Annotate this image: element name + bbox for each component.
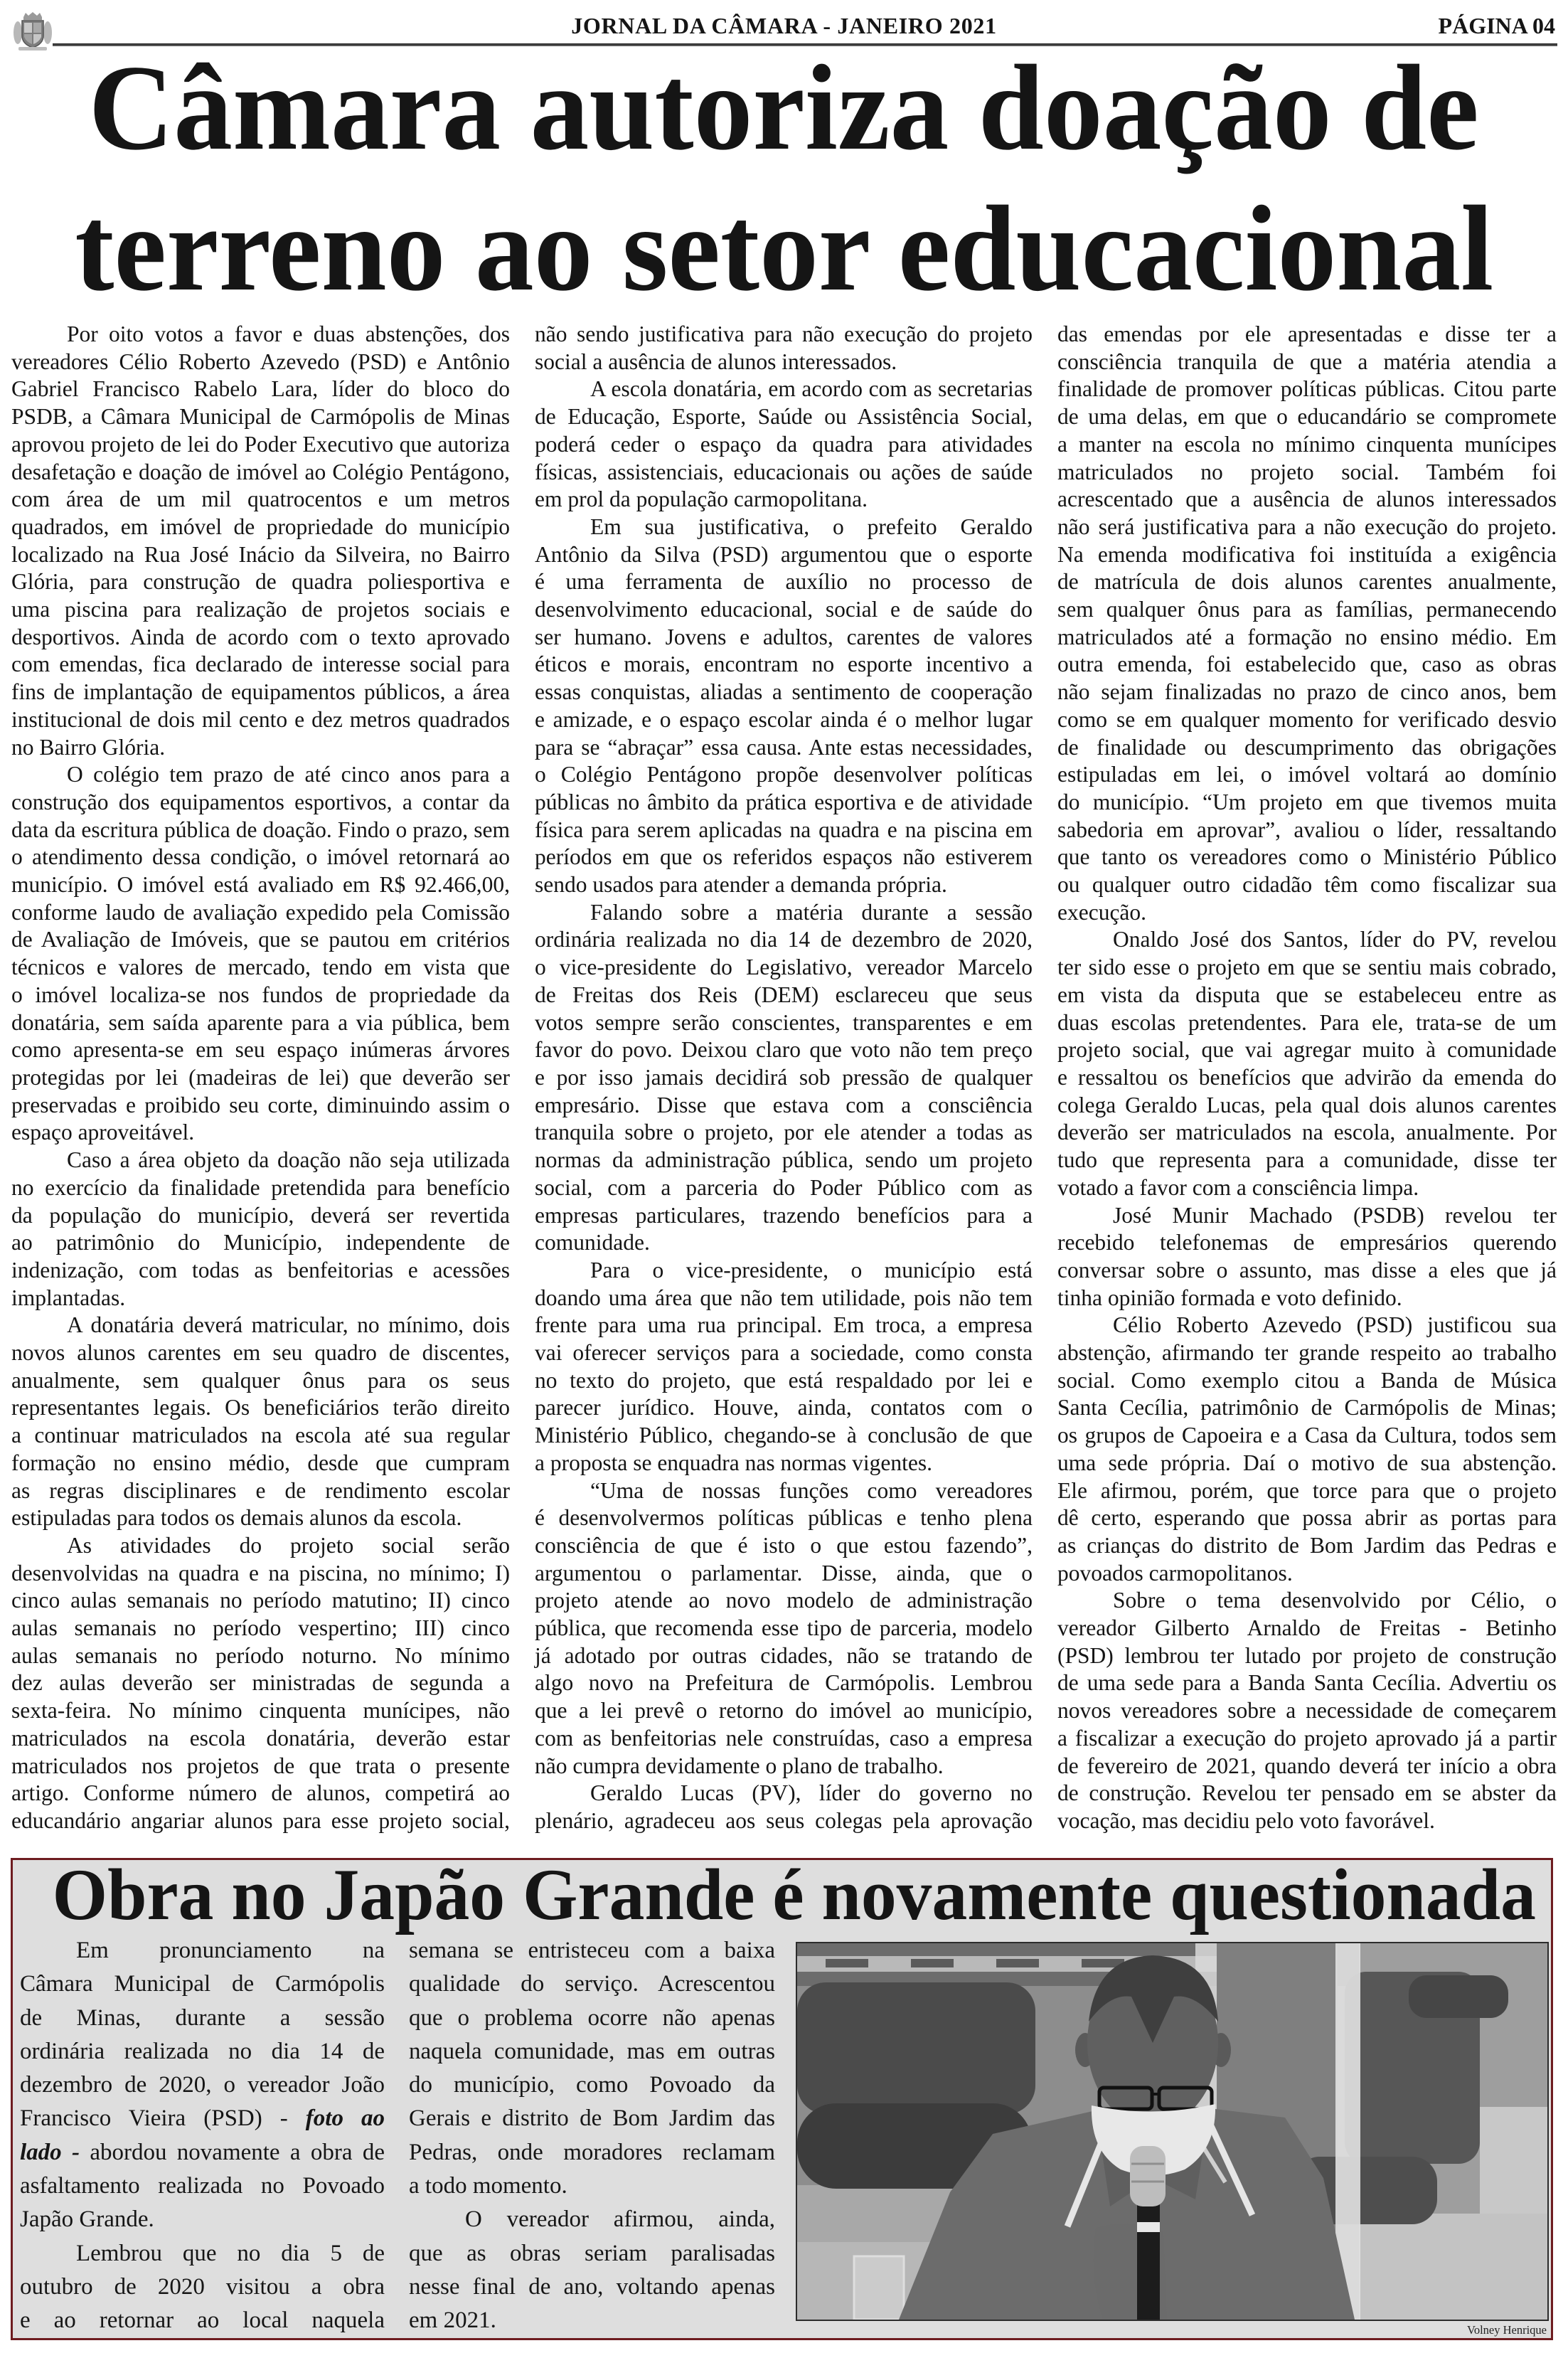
text-line: aprovou projeto de lei do Poder Executivo que autoriza [11,431,510,457]
text-line [20,2136,385,2169]
text-line: abstenção, afirmando ter grande respeito ao trabalho [1057,1340,1557,1366]
paragraph [11,321,510,761]
text-line: execução. [1057,899,1147,925]
text-line: Sobre o tema desenvolvido por Célio, o [1113,1588,1557,1613]
text-line: que as obras seriam paralisadas [409,2240,775,2266]
text-line: sabedoria em aprovar”, avaliou o líder, ressaltando [1057,817,1557,842]
text-line: Em sua justificativa, o prefeito Geraldo [590,514,1033,539]
text-line: Glória, para construção de quadra poliesportiva e [11,569,510,595]
headline-line-1-text: Câmara autoriza doação de [88,41,1480,176]
text-line: Falando sobre a matéria durante a sessão [590,899,1033,925]
text-line: as regras disciplinares e de rendimento escolar [11,1477,510,1503]
text-line: ao patrimônio do Município, independente de [11,1230,510,1255]
text-line: anualmente, sem qualquer ônus para os seus [11,1367,510,1393]
text-line: uma piscina para realização de projetos sociais e [11,597,510,622]
text-line: semana se entristeceu com a baixa [409,1938,775,1963]
text-line: no texto do projeto, que está respaldado por lei e [535,1367,1033,1393]
text-line: votado a favor com a consciência limpa. [1057,1174,1419,1200]
text-line: (PSD) lembrou ter lutado por projeto de construção [1057,1642,1557,1668]
text-segment: abordou novamente a obra de [80,2139,385,2165]
text-line: cinco aulas semanais no período matutino; II) cinco [11,1588,510,1613]
emphasized-text: foto ao [305,2105,385,2132]
text-line: outubro de 2020 visitou a obra [20,2273,385,2300]
text-line: uma sede própria. Daí o motivo de sua abstenção. [1057,1450,1557,1475]
text-line: José Munir Machado (PSDB) revelou ter [1113,1202,1557,1228]
text-line: não cumpra devidamente o plano de trabalho. [535,1753,944,1778]
photo-image [797,1943,1547,2320]
text-line: votos sempre serão conscientes, transparentes e em [535,1009,1033,1035]
text-line: estipuladas para todos os demais alunos da escola. [11,1505,462,1531]
text-line: Ministério Público, chegando-se à conclusão de que [535,1423,1033,1448]
text-line: no exercício da finalidade pretendida para benefício [11,1174,510,1200]
text-line: qualidade do serviço. Acrescentou [409,1971,775,1997]
text-line: empresas particulares, trazendo benefícios para a [535,1202,1033,1228]
text-line: implantadas. [11,1285,126,1310]
paragraph [11,1147,510,1312]
text-line: social a ausência de alunos interessados. [535,349,897,374]
text-line: dê certo, esperando que possa abrir as portas para [1057,1505,1557,1531]
text-line: como apresenta-se em seu espaço inúmeras árvores [11,1037,510,1063]
text-line: sexta-feira. No mínimo cinquenta munícipes, não [11,1698,510,1723]
text-line: fins de implantação de equipamentos públicos, a área [11,679,510,705]
text-line: pública, que recomenda esse tipo de parceria, modelo [535,1615,1033,1641]
text-line: de fevereiro de 2021, quando deverá ter início a obra [1057,1753,1557,1778]
photo-credit: Volney Henrique [1467,2323,1547,2337]
text-line: frente para uma rua principal. Em troca, a empresa [535,1312,1033,1338]
text-line: física para serem aplicadas na quadra e na piscina em [535,817,1033,842]
text-line: poderá ceder o espaço da quadra para atividades [535,431,1033,457]
text-line: a fiscalizar a execução do projeto aprovado já a partir [1057,1725,1557,1751]
text-line: em 2021. [409,2307,496,2334]
text-line: data da escritura pública de doação. Findo o prazo, sem [11,817,510,842]
text-line: não sendo justificativa para não execução do projeto [535,322,1033,346]
text-line: novos vereadores sobre a necessidade de começarem [1057,1698,1557,1723]
text-line: do município. “Um projeto em que tivemos muita [1057,789,1557,814]
text-line: acrescentado que a ausência de alunos interessados [1057,487,1557,512]
text-line: asfaltamento realizada no Povoado [20,2173,385,2199]
text-line: duas escolas pretendentes. Para ele, trata-se de um [1057,1009,1557,1035]
paragraph [535,1477,1033,1780]
text-line: ou qualquer outro cidadão têm como fiscalizar sua [1057,872,1557,898]
text-line: artigo. Conforme número de alunos, competirá ao [11,1780,510,1806]
text-line: Pedras, onde moradores reclamam [409,2139,775,2165]
paragraph [535,321,1033,376]
text-line: com área de um mil quatrocentos e um metros [11,487,510,512]
text-line: outra emenda, foi estabelecido que, caso as obras [1057,652,1557,677]
text-line: Gerais e distrito de Bom Jardim das [409,2105,775,2132]
text-line: social. Como exemplo citou a Banda de Música [1057,1367,1557,1393]
text-line: de uma delas, em que o educandário se compromete [1057,404,1557,430]
text-line: Japão Grande. [20,2206,154,2233]
text-line: de construção. Revelou ter pensado em se abster da [1057,1780,1557,1806]
text-line: do município, como Povoado da [409,2072,775,2098]
text-line: desenvolvimento educacional, social e de saúde do [535,597,1033,622]
text-line: Célio Roberto Azevedo (PSD) justificou sua [1113,1312,1557,1338]
text-line: projeto social, que vai agregar muito à comunidade [1057,1037,1557,1063]
text-line: de Avaliação de Imóveis, que se pautou em critérios [11,927,510,952]
text-line: de Educação, Esporte, Saúde ou Assistência Social, [535,404,1033,430]
text-line: a todo momento. [409,2173,567,2199]
text-line: Gabriel Francisco Rabelo Lara, líder do bloco do [11,376,510,402]
text-line: períodos em que os referidos espaços não estiverem [535,844,1033,870]
text-line: vai oferecer serviços para a sociedade, como consta [535,1340,1033,1366]
text-line: desafetação e doação de imóvel ao Colégio Pentágono, [11,459,510,484]
text-line: novos alunos carentes em seu quadro de discentes, [11,1340,510,1366]
text-line: algo novo na Prefeitura de Carmópolis. Lembrou [535,1670,1033,1696]
text-line: indenização, com todas as benfeitorias e acessões [11,1257,510,1282]
paragraph [535,514,1033,899]
text-line: conforme laudo de avaliação expedido pela Comissão [11,899,510,925]
text-line: sem qualquer ônus para as famílias, permanecendo [1057,597,1557,622]
paragraph [535,1780,1033,1834]
text-line: públicas no âmbito da prática esportiva e de atividade [535,789,1033,814]
text-line: que o problema ocorre não apenas [409,2004,775,2031]
text-line: Geraldo Lucas (PV), líder do governo no [590,1780,1033,1806]
article-headline [0,38,1568,319]
text-line: tranquila sobre o projeto, por ele atender a todas as [535,1120,1033,1145]
emphasized-text: lado - [20,2139,80,2165]
paragraph [409,2203,775,2337]
text-line: técnicos e valores de mercado, tendo em vista que [11,955,510,980]
text-line: Caso a área objeto da doação não seja utilizada [67,1147,510,1173]
sidebar-story-headline-text: Obra no Japão Grande é novamente questionada [52,1854,1536,1935]
text-line: matriculados nos projetos de que trata o presente [11,1753,510,1778]
text-line: e por isso jamais decidirá sob pressão de qualquer [535,1064,1033,1090]
text-line: naquela comunidade, mas em outras [409,2038,775,2064]
text-line: nesse final de ano, voltando apenas [409,2273,775,2300]
text-line: povoados carmopolitanos. [1057,1560,1293,1586]
text-line: éticos e morais, encontram no esporte incentivo a [535,652,1033,677]
text-line: matriculados até a formação no ensino médio. Em [1057,624,1557,649]
text-line: espaço aproveitável. [11,1120,195,1145]
text-line: favor do povo. Deixou claro que voto não tem preço [535,1037,1033,1063]
text-line: social, com a parceria do Poder Público com as [535,1174,1033,1200]
text-line: parecer jurídico. Houve, ainda, contatos com o [535,1395,1033,1420]
text-line: ordinária realizada no dia 14 de dezembro de 2020, [535,927,1033,952]
text-line: a manter na escola no mínimo cinquenta munícipes [1057,431,1557,457]
text-line: deverão ser matriculados na escola, anualmente. Por [1057,1120,1557,1145]
text-line: institucional de dois mil cento e dez metros quadrados [11,706,510,732]
text-line: em vista da disputa que se estabeleceu entre as [1057,982,1557,1007]
text-line: protegidas por lei (madeiras de lei) que deverão ser [11,1064,510,1090]
text-line: e ao retornar ao local naquela [20,2307,385,2334]
text-line: já adotado por outras cidades, não se tratando de [535,1642,1033,1668]
text-line: Por oito votos a favor e duas abstenções, dos [67,322,510,346]
story-photo [796,1942,1549,2321]
text-line: argumentou o parlamentar. Disse, ainda, que o [535,1560,1033,1586]
text-line: localizado na Rua José Inácio da Silveira, no Bairro [11,541,510,567]
text-line: tinha opinião formada e voto definido. [1057,1285,1402,1310]
text-line: Santa Cecília, patrimônio de Carmópolis de Minas; [1057,1395,1557,1420]
text-line: desportivos. Ainda de acordo com o texto aprovado [11,624,510,649]
text-line: e ressaltou os benefícios que advirão da emenda do [1057,1064,1557,1090]
text-line: é uma ferramenta de auxílio no processo de [535,569,1033,595]
text-line: plenário, agradeceu aos seus colegas pela aprovação [535,1807,1033,1833]
text-line: o vice-presidente do Legislativo, vereador Marcelo [535,955,1033,980]
text-line: vereador Gilberto Arnaldo de Freitas - Betinho [1057,1615,1557,1641]
text-line: de finalidade ou descumprimento das obrigações [1057,734,1557,760]
text-line: colega Geraldo Lucas, pela qual dois alunos carentes [1057,1092,1557,1117]
text-line: o Colégio Pentágono propõe desenvolver políticas [535,762,1033,787]
text-line: das emendas por ele apresentadas e disse ter a [1057,322,1557,346]
text-line: Onaldo José dos Santos, líder do PV, revelou [1113,927,1557,952]
article-column-2 [535,321,1033,1835]
text-line: representantes legais. Os beneficiários terão direito [11,1395,510,1420]
text-line: com as benfeitorias nele construídas, caso a empresa [535,1725,1033,1751]
text-line: para se “abraçar” essa causa. Ante estas necessidades, [535,734,1033,760]
text-line: desenvolvidas na quadra e na piscina, no mínimo; I) [11,1560,510,1586]
text-line: ordinária realizada no dia 14 de [20,2038,385,2064]
text-line: Ele afirmou, porém, que torce para que o projeto [1057,1477,1557,1503]
text-line: empresário. Disse que estava com a consciência [535,1092,1033,1117]
paragraph [11,1532,510,1835]
text-line: a proposta se enquadra nas normas vigentes. [535,1450,932,1475]
paragraph [11,761,510,1147]
paragraph [1057,1202,1557,1312]
text-line: ter sido esse o projeto em que se sentiu mais cobrado, [1057,955,1557,980]
text-line: preservadas e proibido seu corte, diminuindo assim o [11,1092,510,1117]
text-line: no Bairro Glória. [11,734,166,760]
text-line: doando uma área que não tem utilidade, pois não tem [535,1285,1033,1310]
text-line: dez aulas deverão ser ministradas de segunda a [11,1670,510,1696]
paragraph [535,376,1033,514]
text-line: o atendimento dessa condição, o imóvel retornará ao [11,844,510,870]
headline-line-2-text: terreno ao setor educacional [75,181,1493,317]
text-line: sendo usados para atender a demanda própria. [535,872,947,898]
text-line: normas da administração pública, sendo um projeto [535,1147,1033,1173]
text-line: de Freitas dos Reis (DEM) esclareceu que seus [535,982,1033,1007]
text-line: Lembrou que no dia 5 de [76,2240,385,2266]
text-line: PSDB, a Câmara Municipal de Carmópolis de Minas [11,404,510,430]
paragraph [409,1934,775,2203]
text-line: tudo que representa para a comunidade, disse ter [1057,1147,1557,1173]
paragraph [535,899,1033,1257]
text-line: matriculados na escola donatária, deverão estar [11,1725,510,1751]
text-line: de uma sede para a Banda Santa Cecília. Advertiu os [1057,1670,1557,1696]
text-line: recebido telefonemas de empresários querendo [1057,1230,1557,1255]
text-line: donatária, sem saída aparente para a via pública, bem [11,1009,510,1035]
text-line: projeto atende ao novo modelo de administração [535,1588,1033,1613]
text-line: de Minas, durante a sessão [20,2004,385,2031]
text-line: construção dos equipamentos esportivos, a contar da [11,789,510,814]
article-column-3 [1057,321,1557,1835]
text-line: aulas semanais no período vespertino; III) cinco [11,1615,510,1641]
text-line: ser humano. Jovens e adultos, carentes de valores [535,624,1033,649]
text-line: dezembro de 2020, o vereador João [20,2072,385,2098]
text-line: que a lei prevê o retorno do imóvel ao município, [535,1698,1033,1723]
text-line: Antônio da Silva (PSD) argumentou que o esporte [535,541,1033,567]
text-segment: Francisco Vieira (PSD) - [20,2105,306,2132]
paragraph [11,1312,510,1532]
page-number: PÁGINA 04 [1438,13,1555,38]
text-line: é desenvolvermos políticas públicas e tenho plena [535,1505,1033,1531]
text-line: da população do município, deverá ser revertida [11,1202,510,1228]
text-line: formação no ensino médio, desde que cumpram [11,1450,510,1475]
text-line: consciência tranquila de que a matéria atendia a [1057,349,1557,374]
text-line: quadrados, em imóvel de propriedade do município [11,514,510,539]
text-line: comunidade. [535,1230,650,1255]
text-line: e amizade, e o espaço escolar ainda é o melhor lugar [535,706,1033,732]
publication-title: JORNAL DA CÂMARA - JANEIRO 2021 [571,13,997,38]
text-line: “Uma de nossas funções como vereadores [590,1477,1033,1503]
text-line: A donatária deverá matricular, no mínimo, dois [67,1312,510,1338]
text-line: essas conquistas, aliadas a sentimento de cooperação [535,679,1033,705]
text-line: Na emenda modificativa foi instituída a exigência [1057,541,1557,567]
text-line: os grupos de Capoeira e a Casa da Cultura, todos sem [1057,1423,1557,1448]
sidebar-story-box [11,1854,1553,2340]
text-line: estipuladas em lei, o imóvel voltará ao domínio [1057,762,1557,787]
text-line: o imóvel localiza-se nos fundos de propriedade da [11,982,510,1007]
text-line: Em pronunciamento na [76,1938,385,1963]
text-line: como se em qualquer momento for verificado desvio [1057,706,1557,732]
text-line: A escola donatária, em acordo com as secretarias [590,376,1033,402]
text-line: O vereador afirmou, ainda, [465,2206,775,2233]
text-line: educandário angariar alunos para esse projeto social, [11,1807,510,1833]
text-line: conversar sobre o assunto, mas disse a eles que já [1057,1257,1557,1282]
text-line: de matrícula de dois alunos carentes anualmente, [1057,569,1557,595]
headline-line-2 [0,179,1568,319]
text-line: Para o vice-presidente, o município está [590,1257,1033,1282]
text-line [20,2102,385,2135]
text-line: em prol da população carmopolitana. [535,487,868,512]
text-line: consciência de que é isto o que estou fazendo”, [535,1532,1033,1558]
text-line: As atividades do projeto social serão [67,1532,510,1558]
text-line: aulas semanais no período noturno. No mínimo [11,1642,510,1668]
text-line: não será justificativa para a não execução do projeto. [1057,514,1557,539]
text-line: físicas, assistenciais, educacionais ou ações de saúde [535,459,1033,484]
article-column-1 [11,321,510,1835]
text-line: a continuar matriculados na escola até sua regular [11,1423,510,1448]
sidebar-story-headline [13,1854,1551,1935]
text-line: O colégio tem prazo de até cinco anos para a [67,762,510,787]
paragraph [20,2237,385,2338]
text-line: as crianças do distrito de Bom Jardim das Pedras e [1057,1532,1557,1558]
paragraph [1057,1312,1557,1587]
sidebar-story-column-1 [20,1934,385,2338]
text-line: que tanto os vereadores como o Ministério Público [1057,844,1557,870]
paragraph [1057,321,1557,926]
sidebar-story-column-2 [409,1934,775,2338]
text-line: município. O imóvel está avaliado em R$ 92.466,00, [11,872,510,898]
paragraph [1057,926,1557,1201]
paragraph [535,1257,1033,1477]
text-line: vocação, mas decidiu pelo voto favorável. [1057,1807,1435,1833]
text-line: vereadores Célio Roberto Azevedo (PSD) e Antônio [11,349,510,374]
paragraph [20,1934,385,2237]
headline-line-1 [0,38,1568,179]
text-line: finalidade de promover políticas públicas. Citou parte [1057,376,1557,402]
paragraph [1057,1587,1557,1834]
text-line: não sejam finalizadas no prazo de cinco anos, bem [1057,679,1557,705]
text-line: matriculados no projeto social. Também foi [1057,459,1557,484]
text-line: com emendas, fica declarado de interesse social para [11,652,510,677]
text-line: Câmara Municipal de Carmópolis [20,1971,385,1997]
